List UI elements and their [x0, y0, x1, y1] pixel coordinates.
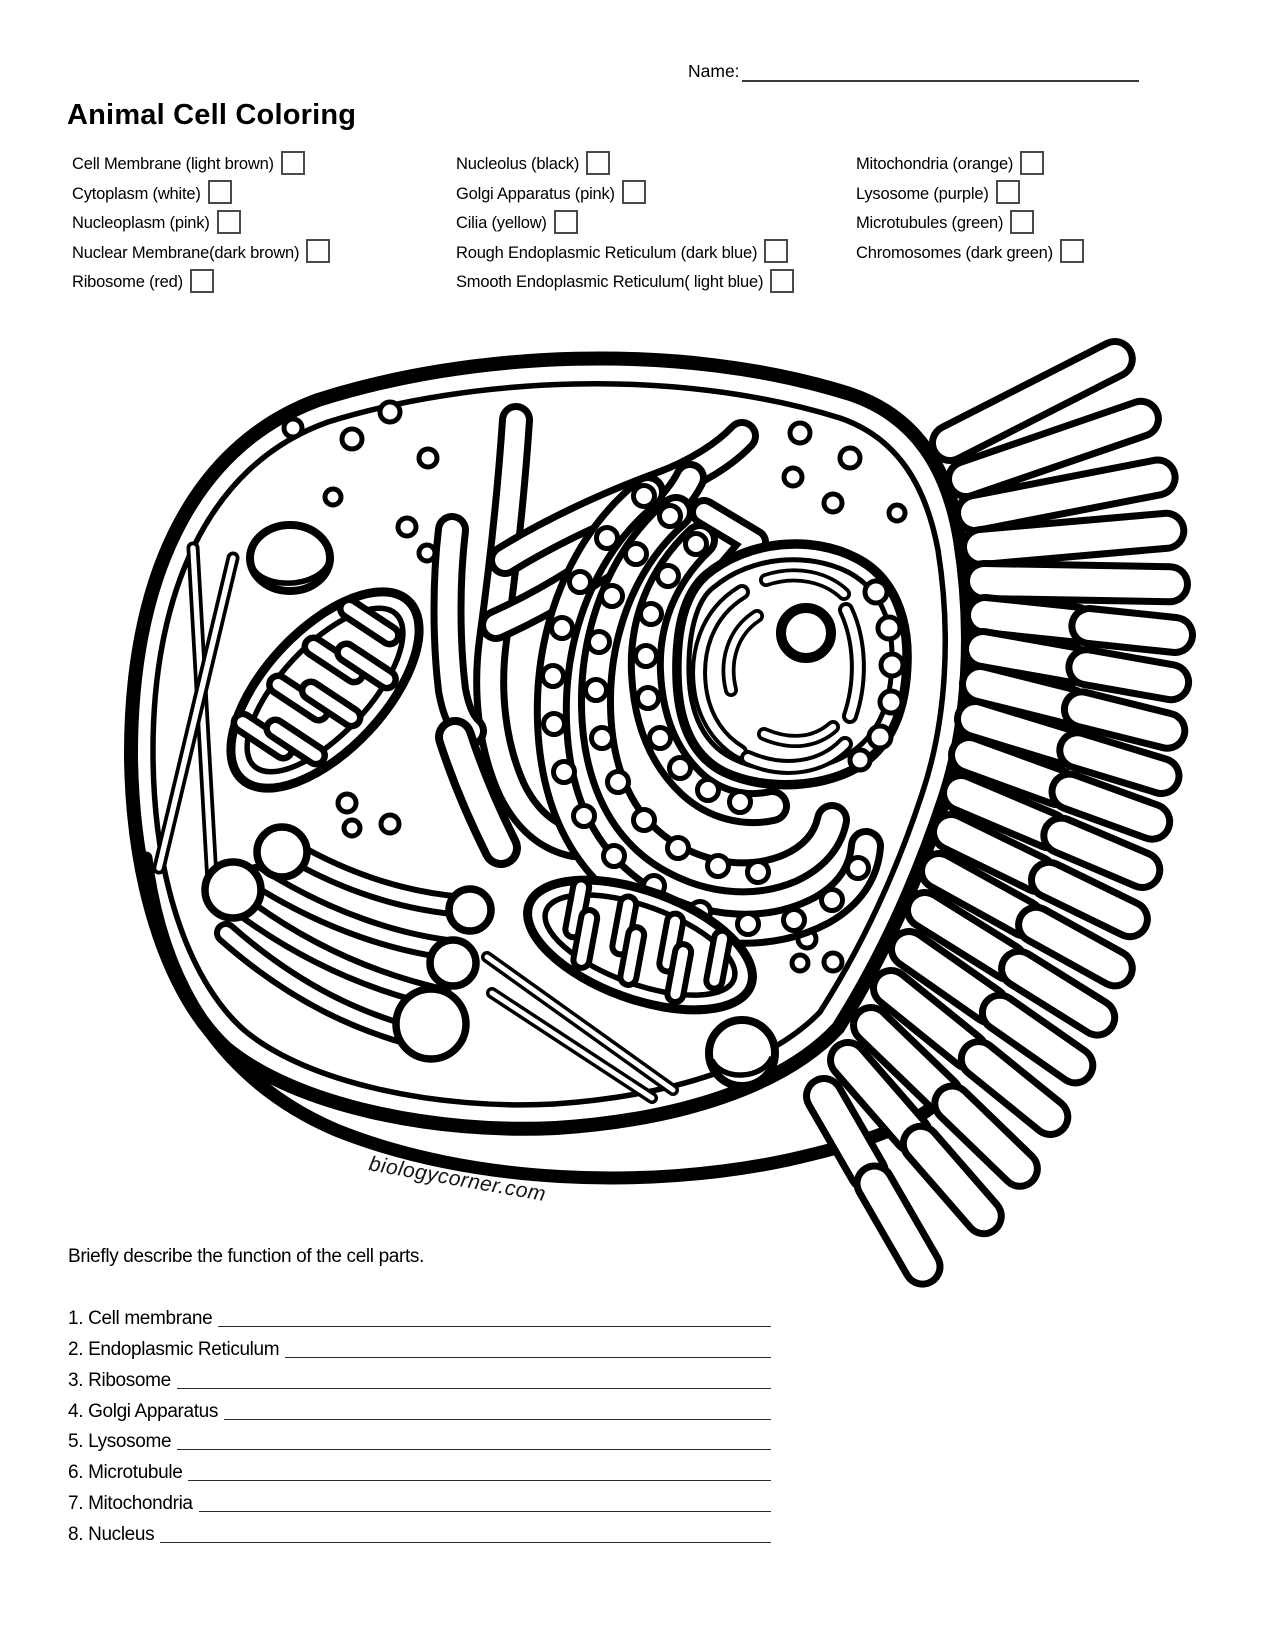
checklist-item-label: Cilia (yellow): [456, 214, 547, 233]
checklist-item-label: Chromosomes (dark green): [856, 243, 1053, 262]
golgi-vesicle: [205, 862, 261, 918]
question-row: [68, 1299, 771, 1330]
name-label: Name:: [688, 61, 740, 81]
checklist-item-label: Cytoplasm (white): [72, 184, 201, 203]
golgi-vesicle: [430, 940, 476, 986]
question-label: 3. Ribosome: [68, 1369, 171, 1391]
lysosome: [250, 525, 330, 591]
golgi-vesicle: [449, 889, 491, 931]
answer-blank-line[interactable]: [218, 1325, 771, 1327]
nucleus: [677, 544, 907, 785]
watermark-text: biologycorner.com: [367, 1152, 548, 1207]
golgi-vesicle: [396, 989, 466, 1059]
question-row: [68, 1330, 771, 1361]
questions-section: [68, 1246, 771, 1546]
checklist-item-label: Smooth Endoplasmic Reticulum( light blue): [456, 273, 764, 292]
page-title: Animal Cell Coloring: [67, 99, 357, 131]
answer-blank-line[interactable]: [177, 1387, 771, 1389]
vesicle-lysosome-bottom: [709, 1020, 775, 1086]
question-label: 1. Cell membrane: [68, 1307, 213, 1329]
mitochondrion-1: [198, 560, 452, 820]
questions-intro: Briefly describe the function of the cell parts.: [68, 1246, 425, 1267]
question-row: [68, 1361, 771, 1392]
question-label: 2. Endoplasmic Reticulum: [68, 1338, 280, 1360]
nucleolus: [781, 608, 831, 658]
checklist-item-label: Nucleoplasm (pink): [72, 214, 210, 233]
checklist-item-label: Mitochondria (orange): [856, 155, 1014, 174]
golgi-apparatus: [205, 827, 491, 1059]
checklist-item-label: Microtubules (green): [856, 214, 1004, 233]
checklist-item-label: Golgi Apparatus (pink): [456, 184, 615, 203]
question-row: [68, 1515, 771, 1546]
question-label: 4. Golgi Apparatus: [68, 1400, 219, 1422]
question-label: 6. Microtubule: [68, 1462, 183, 1484]
question-row: [68, 1484, 771, 1515]
question-row: [68, 1392, 771, 1423]
answer-blank-line[interactable]: [285, 1356, 771, 1358]
question-row: [68, 1423, 771, 1454]
question-label: 5. Lysosome: [68, 1431, 172, 1453]
question-label: 8. Nucleus: [68, 1524, 155, 1546]
answer-blank-line[interactable]: [199, 1510, 771, 1512]
questions-list: [68, 1299, 771, 1546]
checklist-item-label: Rough Endoplasmic Reticulum (dark blue): [456, 243, 758, 262]
answer-blank-line[interactable]: [160, 1541, 771, 1543]
answer-blank-line[interactable]: [177, 1448, 771, 1450]
answer-blank-line[interactable]: [188, 1479, 771, 1481]
question-row: [68, 1453, 771, 1484]
checklist-item-label: Nuclear Membrane(dark brown): [72, 243, 300, 262]
answer-blank-line[interactable]: [224, 1418, 771, 1420]
question-label: 7. Mitochondria: [68, 1493, 193, 1515]
checklist-item-label: Cell Membrane (light brown): [72, 155, 274, 174]
checklist-item-label: Nucleolus (black): [456, 155, 580, 174]
checklist-item-label: Lysosome (purple): [856, 184, 989, 203]
golgi-vesicle: [257, 827, 307, 877]
checklist-item-label: Ribosome (red): [72, 273, 183, 292]
